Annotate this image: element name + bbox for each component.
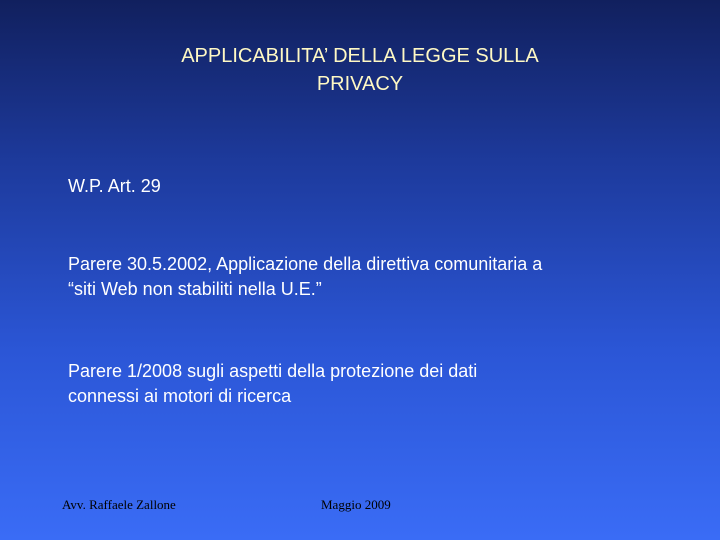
content-item-wp-art-29 — [68, 174, 678, 199]
slide-title — [90, 42, 630, 98]
content-item-line: Parere 30.5.2002, Applicazione della direttiva comunitaria a — [68, 254, 543, 274]
footer-author: Avv. Raffaele Zallone — [62, 497, 176, 512]
slide-title-line: APPLICABILITA’ DELLA LEGGE SULLA — [181, 45, 539, 67]
content-item-parere-2008 — [68, 359, 678, 409]
content-item-line: connessi ai motori di ricerca — [68, 386, 292, 406]
footer-date: Maggio 2009 — [321, 497, 391, 512]
content-item-line: “siti Web non stabiliti nella U.E.” — [68, 279, 322, 299]
content-item-line: W.P. Art. 29 — [68, 176, 161, 196]
content-item-line: Parere 1/2008 sugli aspetti della protezione dei dati — [68, 361, 478, 381]
content-item-parere-2002 — [68, 252, 678, 302]
slide-title-line: PRIVACY — [316, 73, 404, 95]
